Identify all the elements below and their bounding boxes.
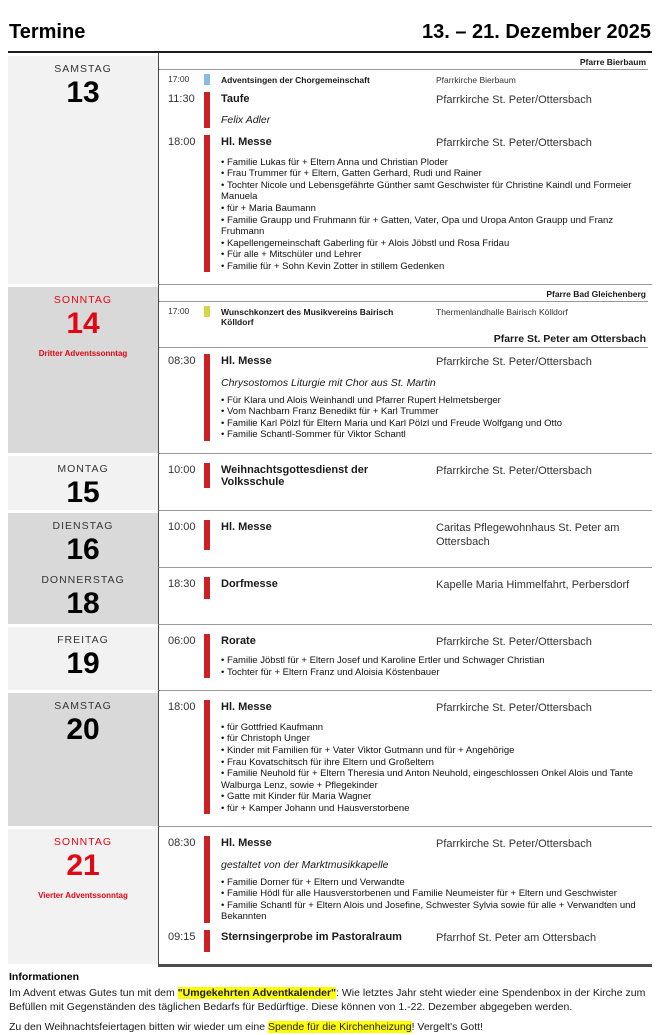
day-cell	[8, 284, 158, 453]
event-location: Pfarrkirche St. Peter/Ottersbach	[436, 838, 592, 851]
event-time: 18:00	[168, 701, 196, 714]
events-column	[158, 284, 652, 453]
event-title-row	[221, 701, 648, 715]
event-marker-bar	[204, 634, 210, 678]
intention-item: • Familie Hödl für alle Hausverstorbenen und Familie Neumeister für + Eltern und Geschwister	[221, 888, 648, 900]
event-row	[159, 74, 648, 86]
event-marker-bar	[204, 463, 210, 488]
intention-list	[221, 157, 648, 273]
intention-item: • für Christoph Unger	[221, 733, 648, 745]
parish-header: Pfarre Bierbaum	[159, 56, 648, 70]
highlighted-text: "Umgekehrten Adventkalender"	[177, 986, 337, 999]
day-section	[8, 826, 652, 964]
event-time: 06:00	[168, 635, 196, 648]
event-marker-bar	[204, 354, 210, 441]
event-title-row	[221, 931, 648, 945]
intention-item: • Für Klara und Alois Weinhandl und Pfarrer Rupert Helmetsberger	[221, 395, 648, 407]
event-body	[221, 634, 648, 678]
intention-item: • Tochter für + Eltern Franz und Aloisia Köstenbauer	[221, 667, 648, 679]
event-time: 10:00	[168, 464, 196, 477]
event-row	[159, 354, 648, 441]
day-number: 18	[66, 587, 100, 621]
intention-item: • Vom Nachbarn Franz Benedikt für + Karl Trummer	[221, 406, 648, 418]
event-title-row	[221, 93, 648, 107]
event-time: 17:00	[168, 306, 190, 317]
event-title-row	[221, 837, 648, 851]
day-name: DIENSTAG	[52, 520, 114, 533]
event-marker-bar	[204, 700, 210, 814]
event-body	[221, 700, 648, 814]
intention-item: • für + Kamper Johann und Hausverstorbene	[221, 803, 648, 815]
events-column	[158, 624, 652, 690]
day-number: 20	[66, 713, 100, 747]
intention-item: • Familie Neuhold für + Eltern Theresia und Anton Neuhold, eingeschlossen Onkel Alois und Tante Walburga Lenz, sowie + Pflegekinder	[221, 768, 648, 791]
day-name: FREITAG	[57, 634, 109, 647]
event-location: Pfarrkirche St. Peter/Ottersbach	[436, 465, 592, 478]
event-location: Pfarrkirche St. Peter/Ottersbach	[436, 636, 592, 649]
text-segment: Zu den Weihnachtsfeiertagen bitten wir wieder um eine	[9, 1021, 268, 1034]
info-heading: Informationen	[9, 970, 79, 983]
event-location: Pfarrkirche St. Peter/Ottersbach	[436, 356, 592, 369]
event-marker-bar	[204, 577, 210, 599]
event-title-row	[221, 136, 648, 150]
day-number: 21	[66, 849, 100, 883]
event-row	[159, 520, 648, 550]
day-section	[8, 53, 652, 284]
highlighted-text: Spende für die Kirchenheizung	[267, 1021, 412, 1034]
event-time: 18:00	[168, 136, 196, 149]
intention-item: • Gatte mit Kinder für Maria Wagner	[221, 791, 648, 803]
day-number: 14	[66, 307, 100, 341]
event-title: Weihnachtsgottesdienst der Volksschule	[221, 464, 369, 489]
event-title-row	[221, 307, 648, 327]
event-marker-bar	[204, 930, 210, 952]
event-title: Hl. Messe	[221, 701, 272, 714]
event-location: Caritas Pflegewohnhaus St. Peter am Ottersbach	[436, 522, 620, 549]
event-location: Kapelle Maria Himmelfahrt, Perbersdorf	[436, 579, 630, 592]
day-section	[8, 510, 652, 567]
event-location: Pfarrkirche Bierbaum	[436, 75, 516, 85]
event-note: Felix Adler	[221, 114, 271, 127]
event-title: Wunschkonzert des Musikvereins Bairisch Kölldorf	[221, 307, 394, 328]
parish-header: Pfarre St. Peter am Ottersbach	[159, 332, 648, 348]
intention-list	[221, 877, 648, 923]
info-section	[8, 967, 652, 1035]
day-cell	[8, 567, 158, 624]
day-name: SONNTAG	[53, 294, 113, 307]
day-name: SAMSTAG	[54, 700, 112, 713]
day-number: 16	[66, 533, 100, 567]
info-paragraph	[9, 1020, 651, 1035]
intention-list	[221, 395, 648, 441]
text-segment: ! Vergelt's Gott!	[411, 1021, 484, 1034]
day-section	[8, 567, 652, 624]
parish-header: Pfarre Bad Gleichenberg	[159, 288, 648, 302]
intention-list	[221, 655, 648, 678]
event-title: Adventsingen der Chorgemeinschaft	[221, 75, 370, 85]
event-title-row	[221, 578, 648, 592]
intention-item: • Frau Kovatschitsch für ihre Eltern und Großeltern	[221, 757, 648, 769]
intention-item: • Kinder mit Familien für + Vater Viktor Gutmann und für + Angehörige	[221, 745, 648, 757]
day-name: SONNTAG	[53, 836, 113, 849]
events-column	[158, 567, 652, 624]
intention-list	[221, 722, 648, 815]
event-title-row	[221, 355, 648, 369]
intention-item: • für + Maria Baumann	[221, 203, 648, 215]
intention-item: • Familie Jöbstl für + Eltern Josef und Karoline Ertler und Schwager Christian	[221, 655, 648, 667]
event-body	[221, 306, 648, 327]
event-row	[159, 700, 648, 814]
event-marker-bar	[204, 135, 210, 272]
event-note: gestaltet von der Marktmusikkapelle	[221, 858, 389, 871]
event-time: 17:00	[168, 74, 190, 84]
day-box	[8, 567, 158, 624]
event-title-row	[221, 635, 648, 649]
event-row	[159, 463, 648, 488]
event-body	[221, 577, 648, 599]
day-section	[8, 284, 652, 453]
event-marker-bar	[204, 306, 210, 317]
event-title: Sternsingerprobe im Pastoralraum	[221, 931, 402, 944]
day-box	[8, 453, 158, 510]
page-header	[8, 0, 652, 51]
event-row	[159, 634, 648, 678]
event-note: Chrysostomos Liturgie mit Chor aus St. Martin	[221, 376, 436, 389]
event-title: Hl. Messe	[221, 521, 272, 534]
event-time: 18:30	[168, 578, 196, 591]
day-cell	[8, 624, 158, 690]
event-time: 08:30	[168, 355, 196, 368]
day-number: 15	[66, 476, 100, 510]
intention-item: • Familie Graupp und Fruhmann für + Gatten, Vater, Opa und Uropa Anton Graupp und Franz Fruhmann	[221, 215, 648, 238]
event-body	[221, 135, 648, 272]
day-cell	[8, 510, 158, 567]
event-title-row	[221, 521, 648, 550]
event-title: Dorfmesse	[221, 578, 278, 591]
event-title: Rorate	[221, 635, 256, 648]
event-body	[221, 463, 648, 488]
event-body	[221, 354, 648, 441]
event-marker-bar	[204, 92, 210, 128]
day-box	[8, 284, 158, 453]
day-section	[8, 453, 652, 510]
day-cell	[8, 453, 158, 510]
page-title: Termine	[9, 21, 86, 43]
schedule-table	[8, 53, 652, 964]
events-column	[158, 453, 652, 510]
event-title-row	[221, 75, 648, 86]
event-body	[221, 92, 648, 128]
day-cell	[8, 53, 158, 284]
event-row	[159, 306, 648, 327]
event-location: Thermenlandhalle Bairisch Kölldorf	[436, 307, 568, 318]
intention-item: • Familie Karl Pölzl für Eltern Maria und Karl Pölzl und Freude Wolfgang und Otto	[221, 418, 648, 430]
event-time: 08:30	[168, 837, 196, 850]
intention-item: • Familie Lukas für + Eltern Anna und Christian Ploder	[221, 157, 648, 169]
day-subtitle: Dritter Adventssonntag	[38, 349, 128, 359]
day-box	[8, 53, 158, 284]
intention-item: • Tochter Nicole und Lebensgefährte Günther samt Geschwister für Christine Kaindl und Formeier Manuela	[221, 180, 648, 203]
event-marker-bar	[204, 836, 210, 923]
day-box	[8, 624, 158, 690]
events-column	[158, 53, 652, 284]
event-title: Hl. Messe	[221, 136, 272, 149]
day-cell	[8, 690, 158, 826]
text-segment: Im Advent etwas Gutes tun mit dem	[9, 986, 178, 999]
event-title: Hl. Messe	[221, 355, 272, 368]
event-body	[221, 520, 648, 550]
intention-item: • Kapellengemeinschaft Gaberling für + Alois Jöbstl und Rosa Fridau	[221, 238, 648, 250]
event-body	[221, 836, 648, 923]
intention-item: • Frau Trummer für + Eltern, Gatten Gerhard, Rudi und Rainer	[221, 168, 648, 180]
event-time: 10:00	[168, 521, 196, 534]
event-row	[159, 92, 648, 128]
event-marker-bar	[204, 520, 210, 550]
event-row	[159, 836, 648, 923]
intention-item: • Familie für + Sohn Kevin Zotter in stillem Gedenken	[221, 261, 648, 273]
event-location: Pfarrkirche St. Peter/Ottersbach	[436, 137, 592, 150]
event-marker-bar	[204, 74, 210, 85]
intention-item: • Familie Schantl-Sommer für Viktor Schantl	[221, 429, 648, 441]
day-section	[8, 690, 652, 826]
event-time: 11:30	[168, 93, 195, 106]
event-body	[221, 74, 648, 86]
events-column	[158, 826, 652, 964]
event-row	[159, 930, 648, 952]
day-cell	[8, 826, 158, 964]
date-range: 13. – 21. Dezember 2025	[421, 21, 651, 43]
event-title: Hl. Messe	[221, 837, 272, 850]
day-subtitle: Vierter Adventssonntag	[38, 891, 128, 901]
day-number: 19	[66, 647, 100, 681]
intention-item: • Für alle + Mitschüler und Lehrer	[221, 249, 648, 261]
event-row	[159, 135, 648, 272]
day-section	[8, 624, 652, 690]
day-box	[8, 510, 158, 567]
info-paragraph	[9, 986, 651, 1016]
day-name: MONTAG	[57, 463, 109, 476]
event-time: 09:15	[168, 931, 196, 944]
events-column	[158, 690, 652, 826]
day-name: DONNERSTAG	[41, 574, 125, 587]
text-segment: : Wie letztes Jahr steht wieder eine Spendenbox in der Kirche zum Befüllen mit Gegenständen des täglichen Bedarfs für Bedürftige. Diese können von 1.-22. Dezember abgegeben werden.	[9, 986, 646, 1014]
day-box	[8, 826, 158, 964]
day-number: 13	[66, 76, 100, 109]
event-title: Taufe	[221, 93, 250, 106]
events-column	[158, 510, 652, 567]
event-row	[159, 577, 648, 599]
event-location: Pfarrkirche St. Peter/Ottersbach	[436, 94, 592, 107]
intention-item: • Familie Dorner für + Eltern und Verwandte	[221, 877, 648, 889]
intention-item: • Familie Schantl für + Eltern Alois und Josefine, Schwester Sylvia sowie für alle + Verwandten und Bekannten	[221, 900, 648, 923]
event-location: Pfarrkirche St. Peter/Ottersbach	[436, 702, 592, 715]
event-location: Pfarrhof St. Peter am Ottersbach	[436, 932, 597, 945]
day-box	[8, 690, 158, 826]
day-name: SAMSTAG	[54, 63, 112, 75]
event-body	[221, 930, 648, 952]
event-title-row	[221, 464, 648, 488]
intention-item: • für Gottfried Kaufmann	[221, 722, 648, 734]
